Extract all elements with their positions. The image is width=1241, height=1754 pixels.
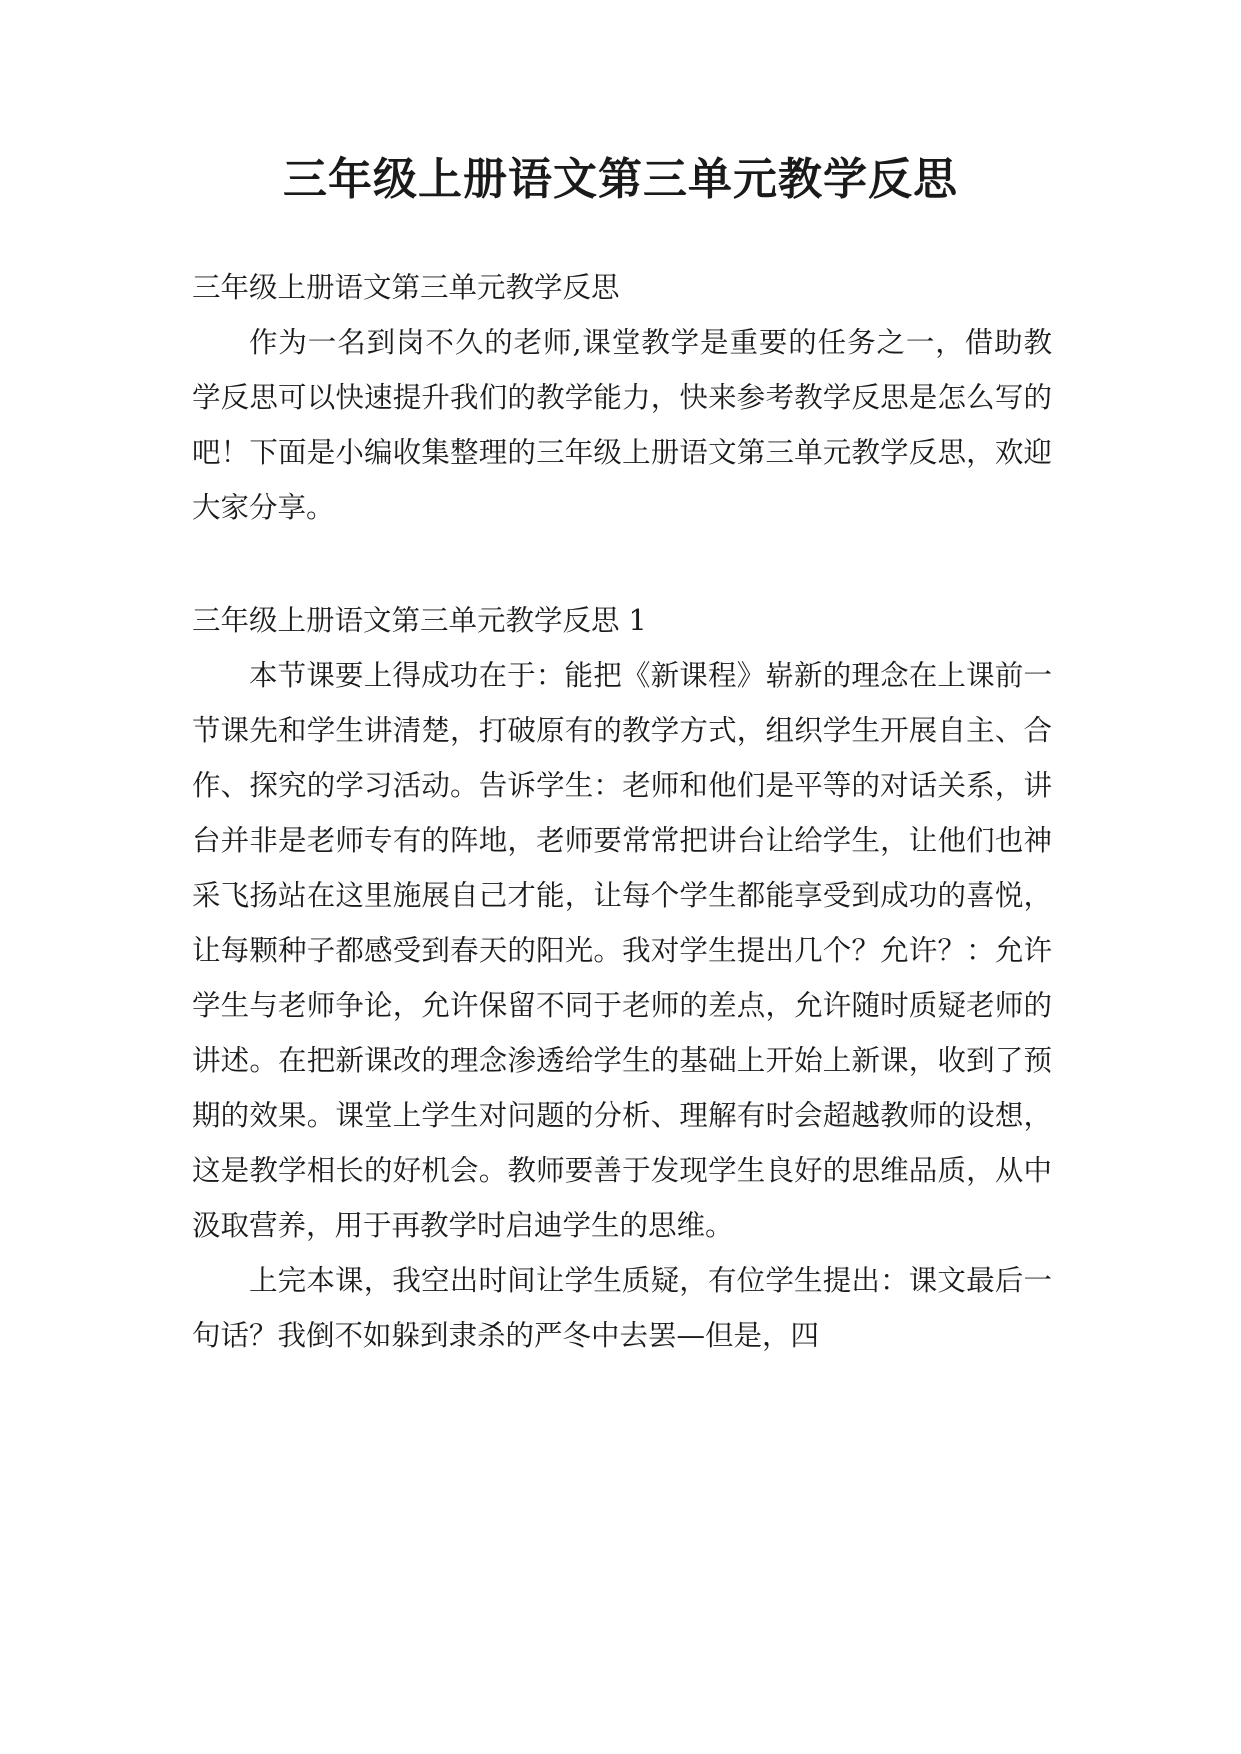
intro-heading: 三年级上册语文第三单元教学反思 — [192, 271, 620, 304]
document-title: 三年级上册语文第三单元教学反思 — [283, 154, 958, 205]
document-body — [192, 260, 1052, 1363]
section1-paragraph-1: 本节课要上得成功在于：能把《新课程》崭新的理念在上课前一节课先和学生讲清楚，打破原有的教学方式，组织学生开展自主、合作、探究的学习活动。告诉学生：老师和他们是平等的对话关系，讲台并非是老师专有的阵地，老师要常常把讲台让给学生，让他们也神采飞扬站在这里施展自己才能，让每个学生都能享受到成功的喜悦，让每颗种子都感受到春天的阳光。我对学生提出几个？允许？：允许学生与老师争论，允许保留不同于老师的差点，允许随时质疑老师的讲述。在把新课改的理念渗透给学生的基础上开始上新课，收到了预期的效果。课堂上学生对问题的分析、理解有时会超越教师的设想，这是教学相长的好机会。教师要善于发现学生良好的思维品质，从中汲取营养，用于再教学时启迪学生的思维。 — [192, 659, 1052, 1242]
section-gap — [192, 535, 1052, 593]
section1-heading: 三年级上册语文第三单元教学反思 1 — [192, 604, 647, 637]
section1-paragraph-2: 上完本课，我空出时间让学生质疑，有位学生提出：课文最后一句话？我倒不如躲到隶杀的严冬中去罢—但是，四 — [192, 1264, 1052, 1352]
intro-paragraph: 作为一名到岗不久的老师,课堂教学是重要的任务之一，借助教学反思可以快速提升我们的教学能力，快来参考教学反思是怎么写的吧！下面是小编收集整理的三年级上册语文第三单元教学反思，欢迎大家分享。 — [192, 326, 1052, 524]
